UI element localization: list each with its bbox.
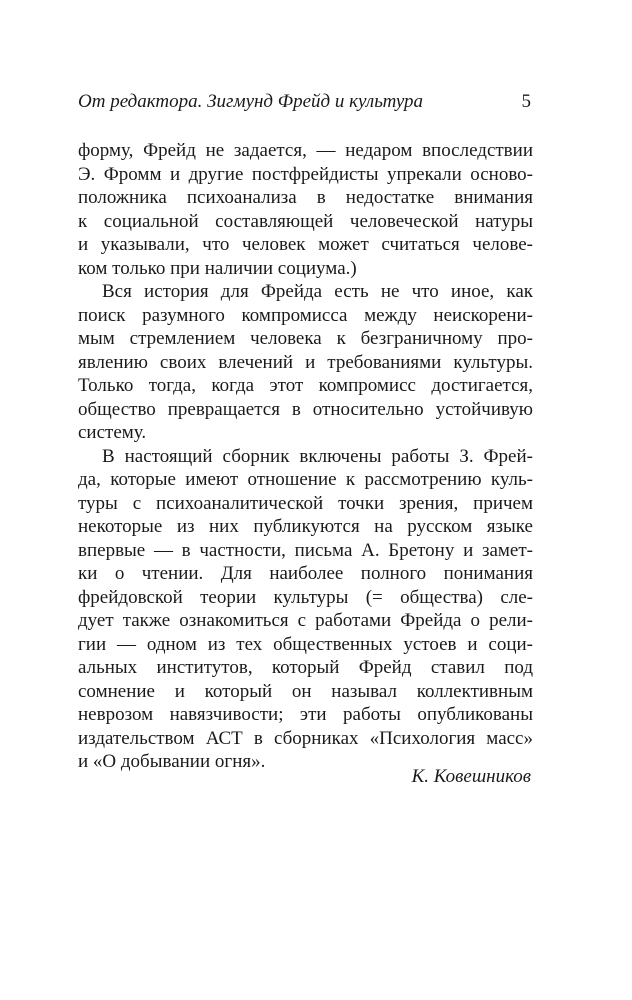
text-line: да, которые имеют отношение к рассмотрению куль- xyxy=(78,469,533,490)
running-head-title: От редактора. Зигмунд Фрейд и культура xyxy=(78,91,424,112)
text-line: Вся история для Фрейда есть не что иное, как xyxy=(102,281,533,302)
book-page xyxy=(78,0,533,1000)
text-line: издательством АСТ в сборниках «Психология масс» xyxy=(78,727,533,749)
text-line: В настоящий сборник включены работы З. Фрей- xyxy=(102,445,533,467)
text-line: положника психоанализа в недостатке внимания xyxy=(78,187,533,208)
text-line: сомнение и который он называл коллективным xyxy=(78,680,533,702)
text-line: мым стремлением человека к безграничному про- xyxy=(78,328,533,349)
text-line: и указывали, что человек может считаться челове- xyxy=(78,234,533,255)
paragraph-2 xyxy=(78,280,533,445)
text-line: ки о чтении. Для наиболее полного понимания xyxy=(78,563,533,584)
text-line: некоторые из них публикуются на русском языке xyxy=(78,516,533,537)
text-line: форму, Фрейд не задается, — недаром впоследствии xyxy=(78,140,533,161)
paragraph-1 xyxy=(78,139,533,280)
body-text xyxy=(78,139,533,774)
text-line: неврозом навязчивости; эти работы опубликованы xyxy=(78,704,533,725)
text-line: гии — одном из тех общественных устоев и соци- xyxy=(78,633,533,655)
text-line: альных институтов, который Фрейд ставил под xyxy=(78,657,533,678)
text-line: Э. Фромм и другие постфрейдисты упрекали осново- xyxy=(78,163,533,185)
running-head xyxy=(78,90,533,114)
text-line: Только тогда, когда этот компромисс достигается, xyxy=(78,375,533,396)
text-line: систему. xyxy=(78,422,147,443)
text-line: и «О добывании огня». xyxy=(78,751,266,772)
text-line: ком только при наличии социума.) xyxy=(78,257,357,279)
text-line: к социальной составляющей человеческой натуры xyxy=(78,210,533,232)
text-line: дует также ознакомиться с работами Фрейда о рели- xyxy=(78,610,533,631)
text-line: поиск разумного компромисса между неискорени- xyxy=(78,304,533,326)
paragraph-3 xyxy=(78,445,533,774)
text-line: фрейдовской теории культуры (= общества) сле- xyxy=(78,586,533,608)
text-line: туры с психоаналитической точки зрения, причем xyxy=(78,492,533,514)
text-line: впервые — в частности, письма А. Бретону и замет- xyxy=(78,539,533,561)
author-signature: К. Ковешников xyxy=(411,766,531,787)
page-number: 5 xyxy=(521,91,531,112)
text-line: общество превращается в относительно устойчивую xyxy=(78,398,533,420)
text-line: явлению своих влечений и требованиями культуры. xyxy=(78,351,533,373)
